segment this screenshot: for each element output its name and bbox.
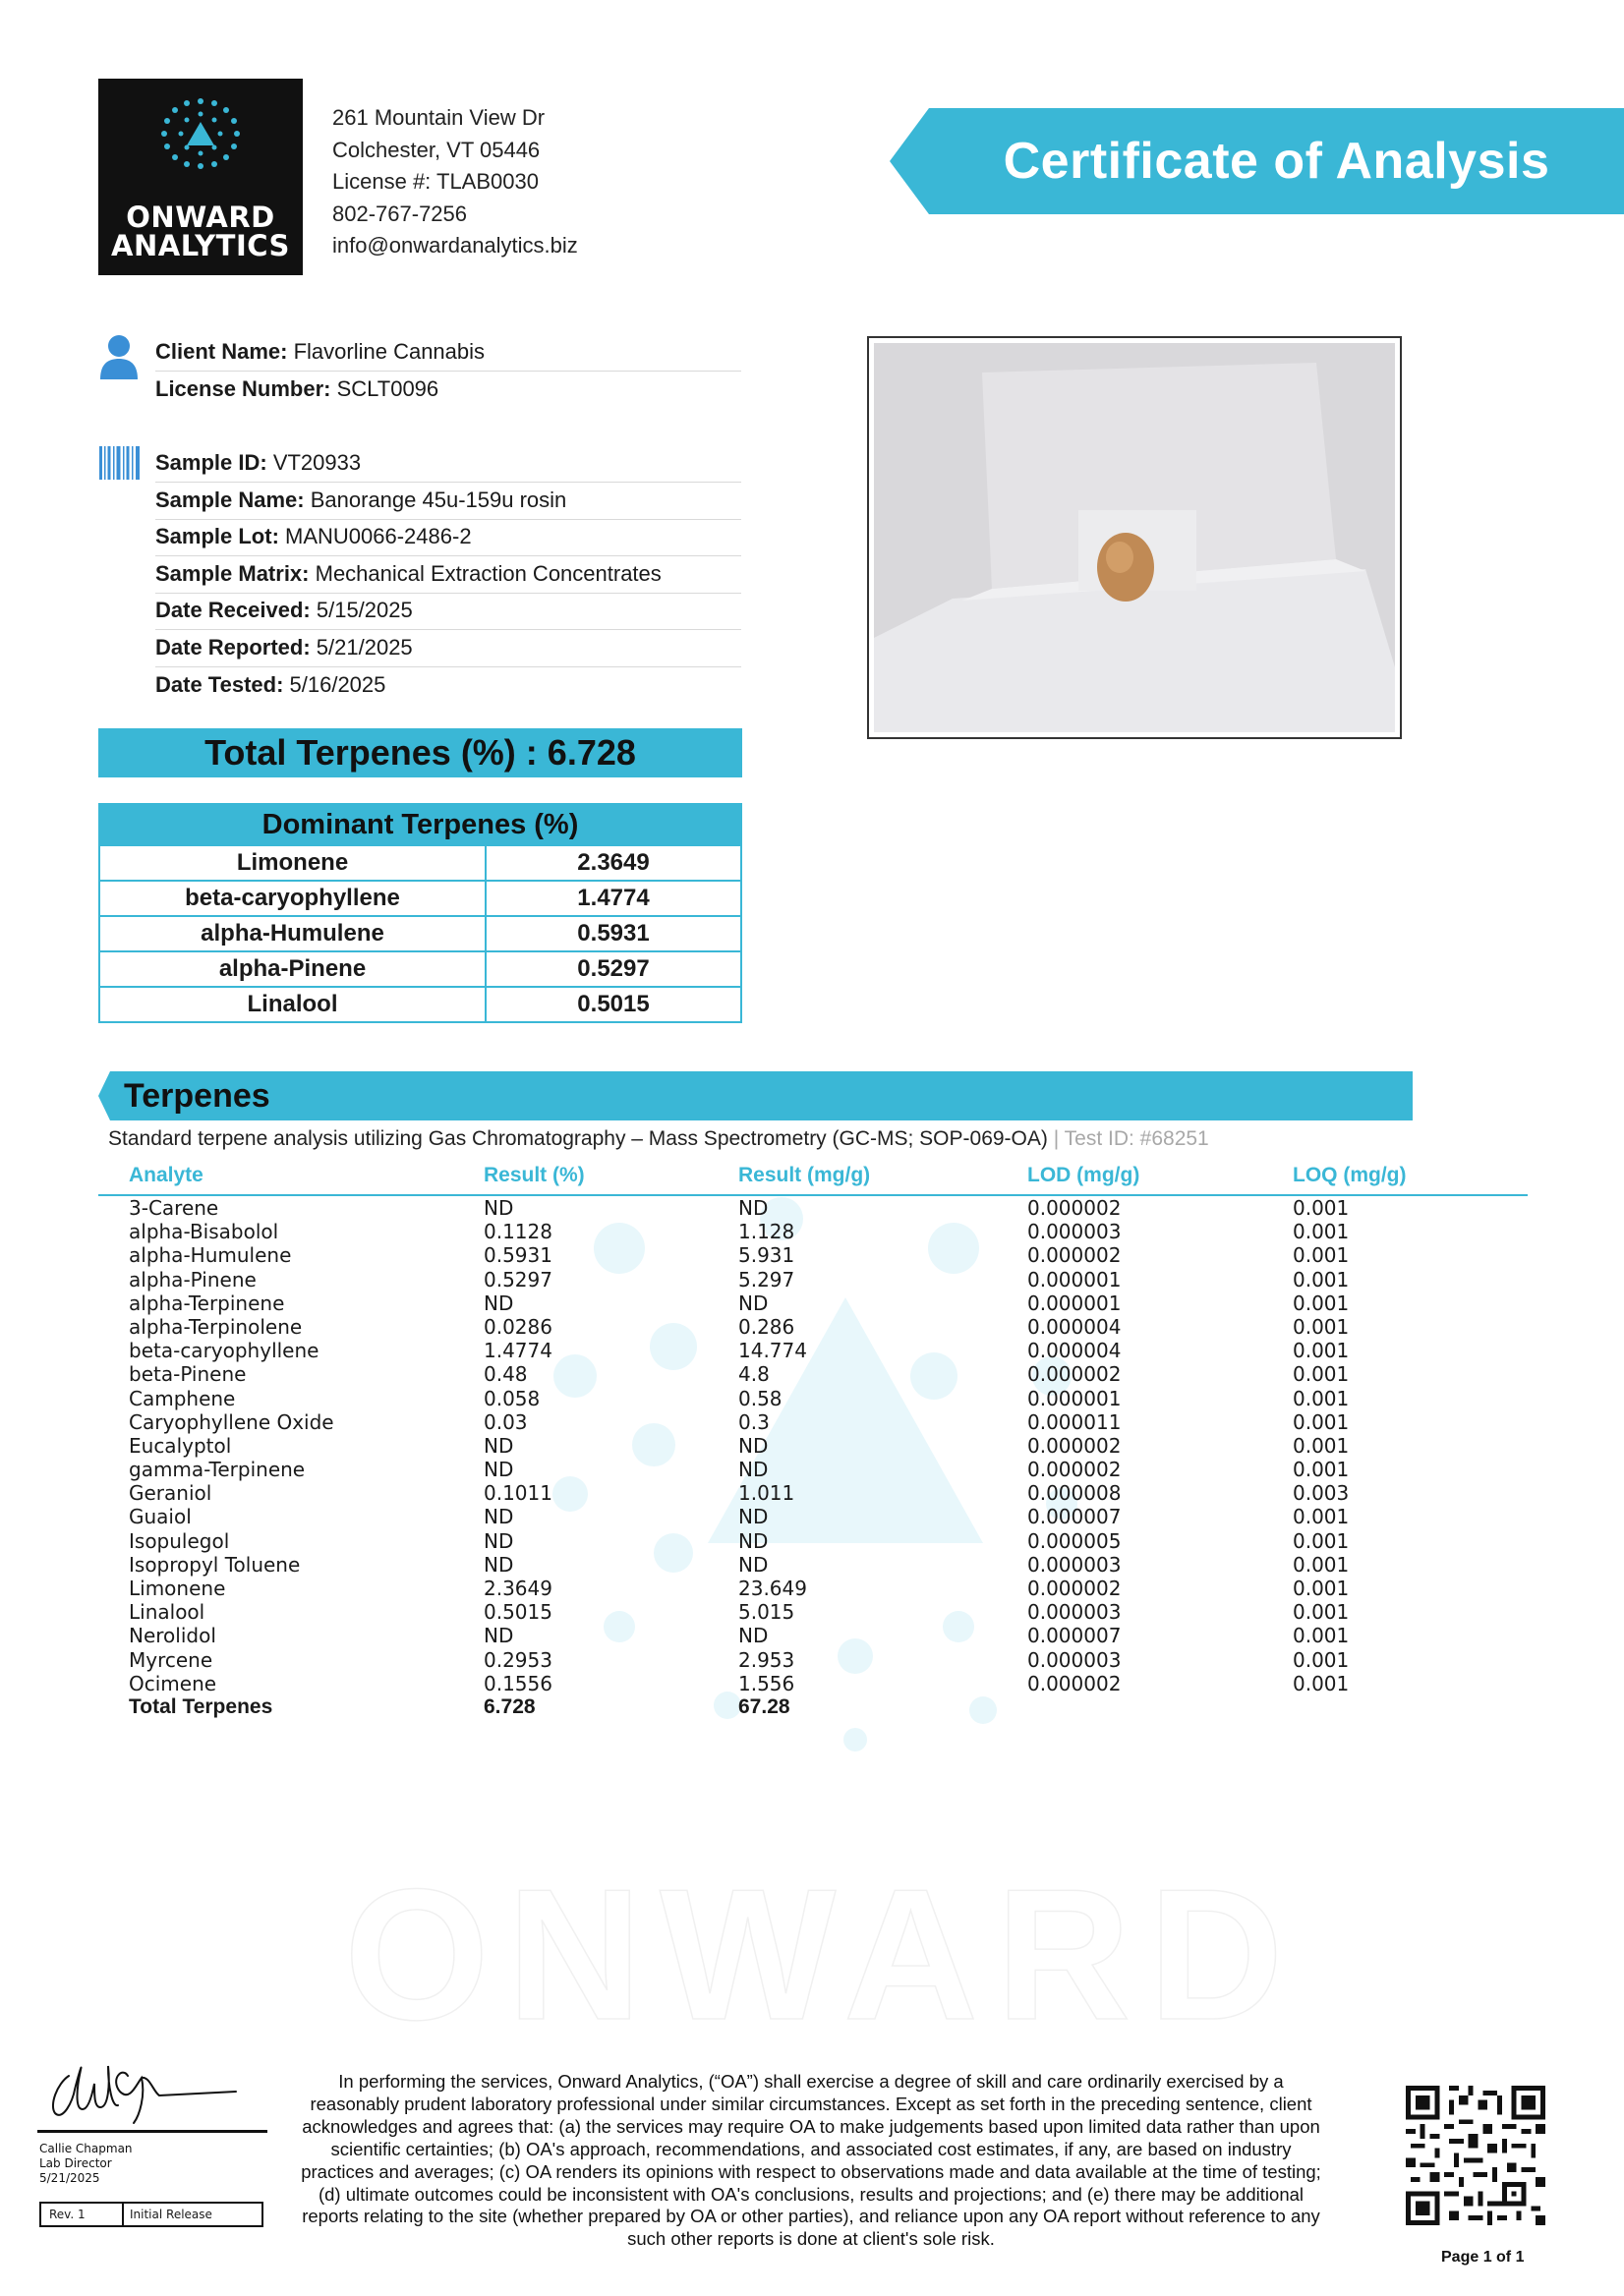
table-row: alpha-Terpinolene 0.0286 0.286 0.000004 0.001 <box>129 1314 1350 1339</box>
dominant-value: 0.5297 <box>577 955 650 982</box>
page-title: Certificate of Analysis <box>1003 133 1550 190</box>
total-row: Total Terpenes 6.728 67.28 <box>129 1694 790 1718</box>
email-line: info@onwardanalytics.biz <box>332 233 578 258</box>
dominant-value: 0.5931 <box>577 920 650 947</box>
logo-text-onward: ONWARD <box>126 201 275 234</box>
client-name-row: Client Name: Flavorline Cannabis <box>155 335 741 372</box>
table-row: Caryophyllene Oxide 0.03 0.3 0.000011 0.001 <box>129 1409 1350 1434</box>
table-row: Geraniol 0.1011 1.011 0.000008 0.003 <box>129 1481 1350 1506</box>
table-row: alpha-Pinene 0.5297 5.297 0.000001 0.001 <box>129 1267 1350 1292</box>
dominant-row <box>100 950 740 986</box>
page-number: Page 1 of 1 <box>1441 2249 1525 2266</box>
revision-box <box>39 2202 263 2227</box>
disclaimer-text: In performing the services, Onward Analytics, (“OA”) shall exercise a degree of skill and care ordinarily exercised by a reasonably prudent laboratory professional under similar circumstances. Except as set forth in the preceding sentence, client acknowledges and agrees that: (a) the services may require OA to make judgements based upon limited data rather than upon scientific certainties; (b) OA's approach, recommendations, and associated cost estimates, if any, are based on industry practices and averages; (c) OA renders its opinions with respect to observations made and data available at the time of testing; (d) ultimate outcomes could be inconsistent with OA's conclusions, results and projections; and (e) there may be additional reports relating to the site (whether prepared by OA or other parties), and reliance upon any OA report without reference to any such other reports is done at client's sole risk. <box>301 2071 1321 2250</box>
date-reported-row: Date Reported: 5/21/2025 <box>155 631 741 667</box>
signer-name: Callie Chapman <box>39 2142 133 2155</box>
dominant-row <box>100 880 740 915</box>
date-reported-value: 5/21/2025 <box>310 635 413 660</box>
revision-note: Initial Release <box>130 2208 212 2221</box>
signature-icon <box>39 2037 256 2125</box>
table-row: Ocimene 0.1556 1.556 0.000002 0.001 <box>129 1671 1350 1695</box>
dominant-row <box>100 986 740 1021</box>
dominant-row <box>100 844 740 880</box>
address-line: 261 Mountain View Dr <box>332 105 546 130</box>
dominant-terpenes-title: Dominant Terpenes (%) <box>100 805 740 844</box>
column-header-result-mgg: Result (mg/g) <box>738 1164 871 1186</box>
signer-date: 5/21/2025 <box>39 2171 100 2185</box>
total-terpenes-banner: Total Terpenes (%) : 6.728 <box>98 728 742 777</box>
table-row: Limonene 2.3649 23.649 0.000002 0.001 <box>129 1577 1350 1600</box>
sample-name-value: Banorange 45u-159u rosin <box>304 488 567 512</box>
logo-text-analytics: ANALYTICS <box>111 229 290 262</box>
dominant-terpenes-table <box>98 803 742 1023</box>
table-row: Linalool 0.5015 5.015 0.000003 0.001 <box>129 1600 1350 1625</box>
sample-lot-row: Sample Lot: MANU0066-2486-2 <box>155 520 741 556</box>
license-number-row: License Number: SCLT0096 <box>155 376 439 401</box>
dominant-name: Linalool <box>100 988 487 1021</box>
table-row: Myrcene 0.2953 2.953 0.000003 0.001 <box>129 1647 1350 1672</box>
license-line: License #: TLAB0030 <box>332 169 539 194</box>
dominant-value: 1.4774 <box>577 885 650 911</box>
method-description: Standard terpene analysis utilizing Gas Chromatography – Mass Spectrometry (GC-MS; SOP-069-OA) | Test ID: #68251 <box>108 1127 1209 1150</box>
test-id: | Test ID: #68251 <box>1047 1127 1209 1150</box>
onward-analytics-logo <box>98 79 303 275</box>
table-row: alpha-Bisabolol 0.1128 1.128 0.000003 0.001 <box>129 1220 1350 1244</box>
dominant-value: 2.3649 <box>577 849 650 876</box>
table-row: beta-caryophyllene 1.4774 14.774 0.000004 0.001 <box>129 1339 1350 1363</box>
table-row: 3-Carene ND ND 0.000002 0.001 <box>129 1196 1350 1220</box>
sample-id-row: Sample ID: VT20933 <box>155 446 741 483</box>
table-row: alpha-Humulene 0.5931 5.931 0.000002 0.001 <box>129 1243 1350 1268</box>
table-row: alpha-Terpinene ND ND 0.000001 0.001 <box>129 1291 1350 1315</box>
table-row: gamma-Terpinene ND ND 0.000002 0.001 <box>129 1458 1350 1482</box>
table-row: Isopropyl Toluene ND ND 0.000003 0.001 <box>129 1552 1350 1577</box>
certificate-banner <box>890 108 1624 214</box>
barcode-icon <box>98 446 142 485</box>
sample-matrix-row: Sample Matrix: Mechanical Extraction Concentrates <box>155 557 741 594</box>
person-icon <box>98 334 140 386</box>
terpenes-table <box>0 1196 1624 1719</box>
signer-block <box>39 2142 133 2186</box>
column-header-loq: LOQ (mg/g) <box>1293 1164 1407 1186</box>
dominant-name: alpha-Pinene <box>100 952 487 986</box>
terpenes-section-banner <box>98 1071 1413 1120</box>
sample-photo <box>867 336 1402 739</box>
column-header-analyte: Analyte <box>129 1164 203 1186</box>
sample-name-row: Sample Name: Banorange 45u-159u rosin <box>155 484 741 520</box>
logo-mark-icon <box>98 79 303 202</box>
client-name-value: Flavorline Cannabis <box>287 339 486 364</box>
license-number-value: SCLT0096 <box>330 376 439 401</box>
terpenes-section-title: Terpenes <box>124 1077 270 1115</box>
signature-line <box>37 2130 267 2133</box>
date-received-value: 5/15/2025 <box>310 598 413 622</box>
watermark-text: ONWARD <box>344 1851 1302 2059</box>
dominant-name: alpha-Humulene <box>100 917 487 950</box>
table-row: Guaiol ND ND 0.000007 0.001 <box>129 1505 1350 1529</box>
revision-number: Rev. 1 <box>41 2204 124 2225</box>
dominant-name: Limonene <box>100 846 487 880</box>
lab-address <box>332 102 578 262</box>
sample-lot-value: MANU0066-2486-2 <box>278 524 472 548</box>
column-header-result-pct: Result (%) <box>484 1164 585 1186</box>
date-received-row: Date Received: 5/15/2025 <box>155 594 741 630</box>
column-header-lod: LOD (mg/g) <box>1027 1164 1140 1186</box>
dominant-row <box>100 915 740 950</box>
dominant-name: beta-caryophyllene <box>100 882 487 915</box>
dominant-value: 0.5015 <box>577 991 650 1017</box>
table-row: Eucalyptol ND ND 0.000002 0.001 <box>129 1433 1350 1458</box>
address-line: Colchester, VT 05446 <box>332 137 541 162</box>
table-row: Nerolidol ND ND 0.000007 0.001 <box>129 1624 1350 1648</box>
date-tested-value: 5/16/2025 <box>283 672 386 697</box>
table-row: Isopulegol ND ND 0.000005 0.001 <box>129 1528 1350 1553</box>
sample-id-value: VT20933 <box>266 450 362 475</box>
signer-title: Lab Director <box>39 2156 112 2170</box>
phone-line: 802-767-7256 <box>332 201 468 226</box>
table-row: beta-Pinene 0.48 4.8 0.000002 0.001 <box>129 1362 1350 1387</box>
date-tested-row: Date Tested: 5/16/2025 <box>155 672 386 697</box>
sample-matrix-value: Mechanical Extraction Concentrates <box>309 561 662 586</box>
qr-code-icon[interactable] <box>1406 2086 1545 2225</box>
table-row: Camphene 0.058 0.58 0.000001 0.001 <box>129 1386 1350 1410</box>
